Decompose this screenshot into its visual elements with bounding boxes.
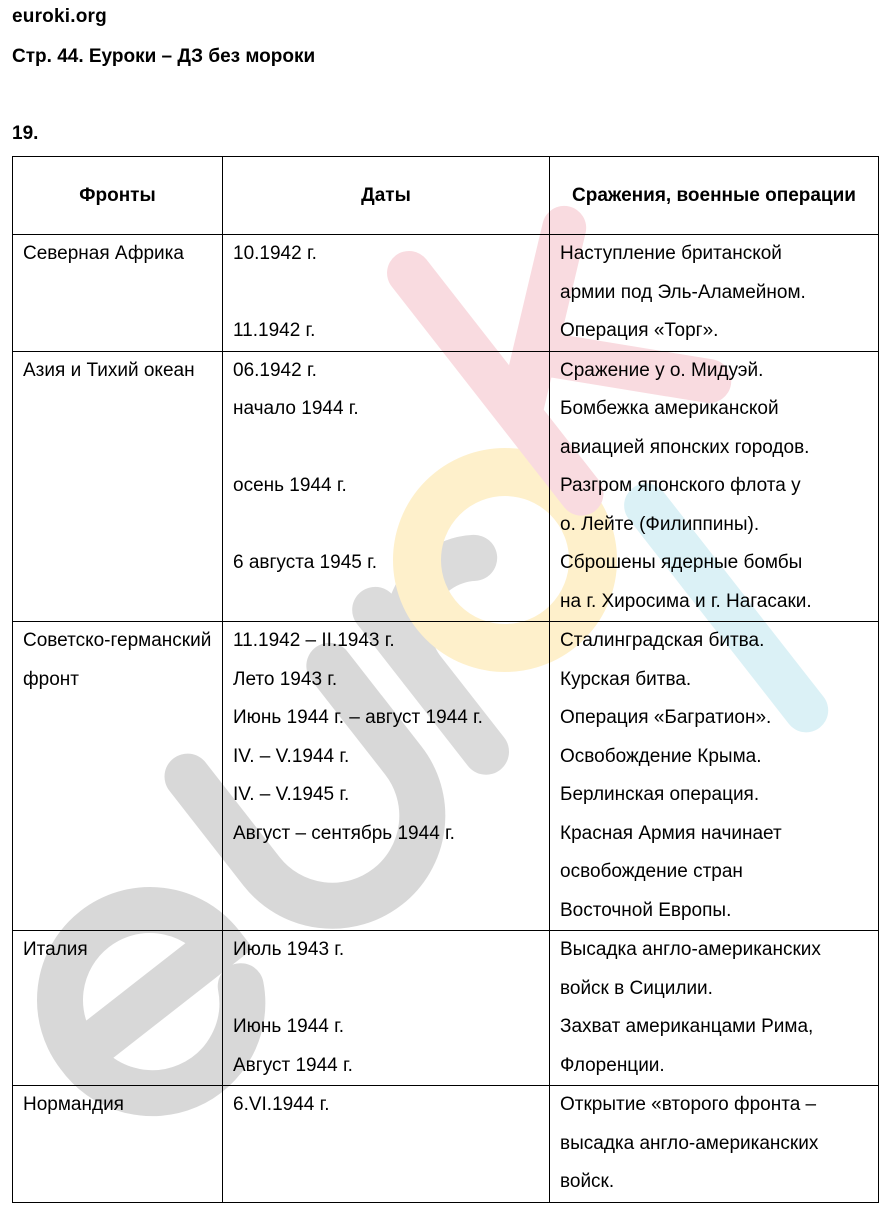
dates-cell [223, 1086, 550, 1203]
event-line: Сброшены ядерные бомбы [560, 552, 803, 573]
front-name: Италия [23, 939, 88, 960]
event-line: Наступление британской [560, 243, 782, 264]
dates-cell [223, 351, 550, 622]
front-name: Советско-германский фронт [23, 630, 212, 690]
event-line: Открытие «второго фронта – [560, 1094, 817, 1115]
event-line: Операция «Багратион». [560, 707, 772, 728]
header-dates: Даты [223, 157, 550, 235]
date-line [233, 429, 541, 468]
events-cell [550, 351, 879, 622]
event-line: Высадка англо-американских [560, 939, 821, 960]
event-line: Разгром японского флота у [560, 475, 801, 496]
dates-cell [223, 931, 550, 1086]
event-line: Бомбежка американской [560, 398, 779, 419]
table-row [13, 1086, 879, 1203]
date-line [233, 853, 541, 892]
event-line: войск. [560, 1171, 615, 1192]
page-header: Стр. 44. Еуроки – ДЗ без мороки [12, 46, 316, 67]
date-line [233, 1125, 541, 1164]
front-cell [13, 1086, 223, 1203]
date-line: 11.1942 – II.1943 г. [233, 630, 395, 651]
date-line: Июнь 1944 г. – август 1944 г. [233, 707, 483, 728]
front-cell [13, 235, 223, 352]
date-line [233, 506, 541, 545]
front-cell [13, 351, 223, 622]
date-line: 10.1942 г. [233, 243, 317, 264]
events-cell [550, 622, 879, 931]
event-line: Сталинградская битва. [560, 630, 765, 651]
events-cell [550, 235, 879, 352]
task-number: 19. [12, 123, 39, 144]
event-line: Берлинская операция. [560, 784, 760, 805]
dates-cell [223, 622, 550, 931]
header-battles: Сражения, военные операции [550, 157, 879, 235]
date-line [233, 274, 541, 313]
event-line: авиацией японских городов. [560, 436, 810, 458]
date-line: начало 1944 г. [233, 398, 359, 419]
date-line: Лето 1943 г. [233, 668, 338, 690]
date-line: осень 1944 г. [233, 475, 347, 496]
date-line: 06.1942 г. [233, 359, 317, 381]
date-line: 6 августа 1945 г. [233, 552, 377, 573]
table-row [13, 235, 879, 352]
event-line: Красная Армия начинает [560, 822, 782, 844]
date-line [233, 1163, 541, 1202]
events-cell [550, 931, 879, 1086]
front-name: Азия и Тихий океан [23, 359, 195, 381]
event-line: Освобождение Крыма. [560, 745, 762, 767]
event-line: Восточной Европы. [560, 899, 732, 921]
event-line: о. Лейте (Филиппины). [560, 513, 760, 535]
event-line: Флоренции. [560, 1054, 665, 1076]
date-line: Август 1944 г. [233, 1054, 353, 1076]
site-name: euroki.org [12, 6, 107, 27]
table-row [13, 351, 879, 622]
event-line: армии под Эль-Аламейном. [560, 281, 806, 303]
dates-cell [223, 235, 550, 352]
table-row [13, 931, 879, 1086]
front-cell [13, 622, 223, 931]
event-line: высадка англо-американских [560, 1132, 819, 1154]
front-name: Северная Африка [23, 243, 184, 264]
event-line: освобождение стран [560, 861, 743, 882]
event-line: Операция «Торг». [560, 320, 719, 341]
header-fronts: Фронты [13, 157, 223, 235]
date-line: Июнь 1944 г. [233, 1016, 345, 1037]
date-line: Август – сентябрь 1944 г. [233, 822, 455, 844]
event-line: войск в Сицилии. [560, 977, 713, 999]
event-line: Курская битва. [560, 668, 692, 690]
front-cell [13, 931, 223, 1086]
date-line: IV. – V.1945 г. [233, 784, 350, 805]
date-line: IV. – V.1944 г. [233, 745, 350, 767]
event-line: на г. Хиросима и г. Нагасаки. [560, 590, 812, 612]
event-line: Захват американцами Рима, [560, 1016, 814, 1037]
date-line [233, 892, 541, 931]
front-name: Нормандия [23, 1094, 124, 1115]
fronts-table [12, 156, 879, 1203]
table-row [13, 622, 879, 931]
date-line: Июль 1943 г. [233, 939, 345, 960]
table-header-row [13, 157, 879, 235]
event-line: Сражение у о. Мидуэй. [560, 359, 764, 381]
events-cell [550, 1086, 879, 1203]
date-line: 11.1942 г. [233, 320, 316, 341]
date-line [233, 583, 541, 622]
date-line: 6.VI.1944 г. [233, 1094, 330, 1115]
date-line [233, 970, 541, 1009]
